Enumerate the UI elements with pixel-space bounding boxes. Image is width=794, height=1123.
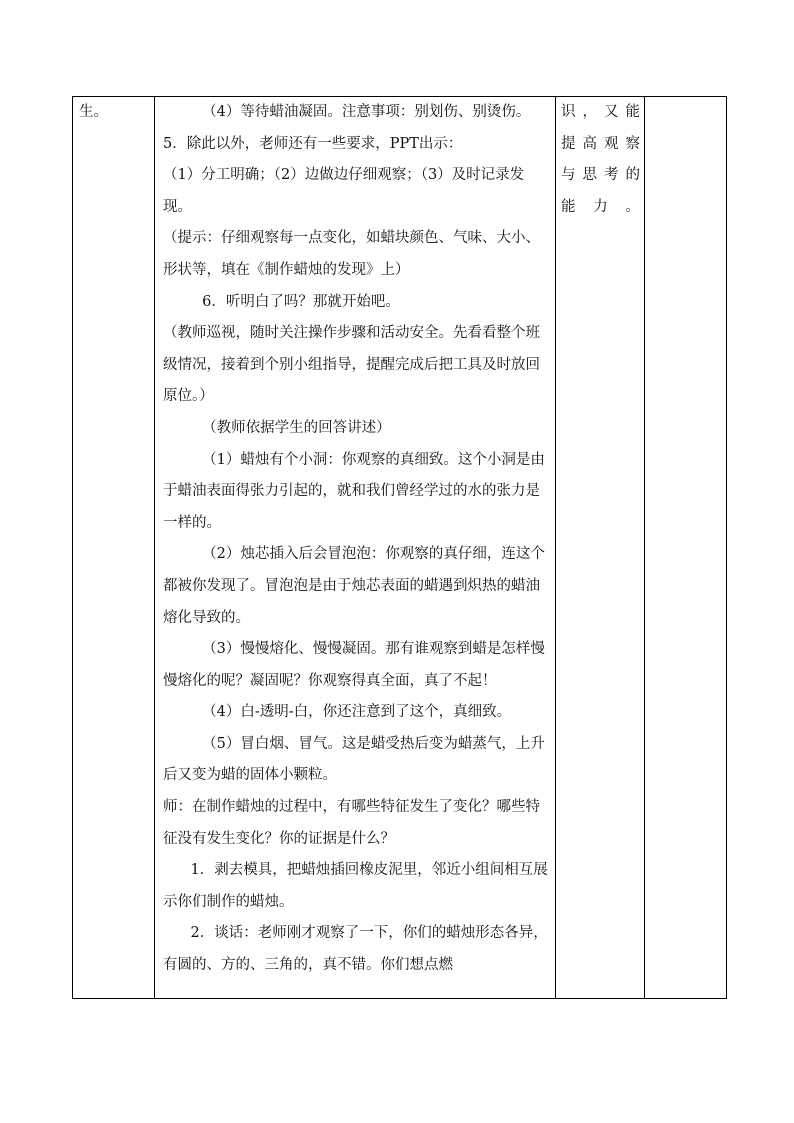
paragraph: （4）白-透明-白，你还注意到了这个，真细致。 <box>202 704 512 721</box>
paragraph: 6．听明白了吗？那就开始吧。 <box>202 293 400 310</box>
text-line: 与思考的 <box>561 167 640 184</box>
text-line: 能力。 <box>561 198 640 215</box>
text-line: 提高观察 <box>561 135 640 152</box>
cell-design-intent <box>556 97 645 999</box>
cell-activities <box>155 97 556 999</box>
lesson-plan-table <box>72 96 727 999</box>
paragraph: （5）冒白烟、冒气。这是蜡受热后变为蜡蒸气，上升后又变为蜡的固体小颗粒。 <box>163 735 545 784</box>
cell-notes <box>645 97 727 999</box>
paragraph: 2．谈话：老师刚才观察了一下，你们的蜡烛形态各异，有圆的、方的、三角的，真不错。你们想点燃 <box>163 925 548 974</box>
paragraph: （提示：仔细观察每一点变化，如蜡块颜色、气味、大小、形状等，填在《制作蜡烛的发现》上） <box>163 230 540 278</box>
paragraph: （教师巡视，随时关注操作步骤和活动安全。先看看整个班级情况，接着到个别小组指导，提醒完成后把工具及时放回原位。） <box>163 325 540 405</box>
design-intent-text <box>556 97 644 223</box>
paragraph: （3）慢慢熔化、慢慢凝固。那有谁观察到蜡是怎样慢慢熔化的呢？凝固呢？你观察得真全面，真了不起！ <box>163 641 545 689</box>
table-row <box>73 97 727 999</box>
cell-stage-text: 生。 <box>79 104 108 120</box>
paragraph: 师：在制作蜡烛的过程中，有哪些特征发生了变化？哪些特征没有发生变化？你的证据是什么？ <box>163 799 540 847</box>
cell-stage <box>73 97 155 999</box>
paragraph: 1．剥去模具，把蜡烛插回橡皮泥里，邻近小组间相互展示你们制作的蜡烛。 <box>163 862 548 910</box>
activities-text <box>155 97 555 982</box>
paragraph: （教师依据学生的回答讲述） <box>202 419 391 436</box>
paragraph: （2）烛芯插入后会冒泡泡：你观察的真仔细，连这个都被你发现了。冒泡泡是由于烛芯表面的蜡遇到炽热的蜡油熔化导致的。 <box>163 546 545 626</box>
paragraph: （4）等待蜡油凝固。注意事项：别划伤、别烫伤。5．除此以外，老师还有一些要求，PPT出示： <box>163 104 531 152</box>
text-line: 识，又能 <box>561 104 640 120</box>
paragraph: （1）分工明确；（2）边做边仔细观察；（3）及时记录发现。 <box>163 167 525 215</box>
paragraph: （1）蜡烛有个小洞：你观察的真细致。这个小洞是由于蜡油表面得张力引起的，就和我们曾经学过的水的张力是一样的。 <box>163 451 545 531</box>
